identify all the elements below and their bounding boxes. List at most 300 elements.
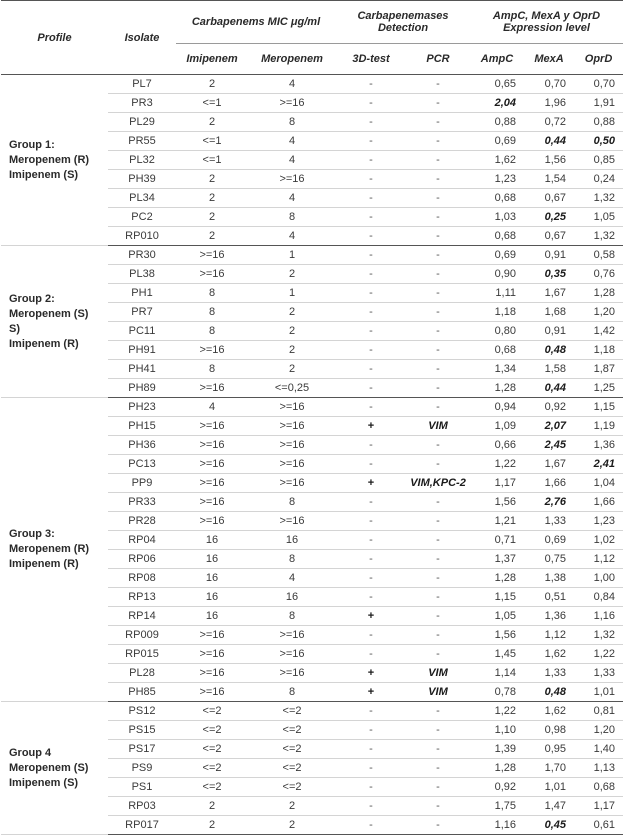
oprd-cell: 0,81: [574, 702, 623, 721]
mexa-cell: 1,33: [524, 512, 574, 531]
group-profile: [1, 75, 108, 246]
test3d-cell: -: [336, 721, 406, 740]
pcr-cell: -: [406, 607, 470, 626]
group-profile-line: Meropenem (R): [9, 153, 90, 166]
pcr-cell: -: [406, 626, 470, 645]
group-profile-line: S): [9, 322, 20, 335]
meropenem-cell: 2: [248, 265, 336, 284]
meropenem-cell: 8: [248, 550, 336, 569]
meropenem-cell: >=16: [248, 398, 336, 417]
ampc-cell: 0,92: [470, 778, 524, 797]
test3d-cell: -: [336, 398, 406, 417]
ampc-cell: 0,90: [470, 265, 524, 284]
isolate-cell: PH91: [108, 341, 176, 360]
oprd-cell: 1,20: [574, 303, 623, 322]
imipenem-cell: 16: [176, 588, 248, 607]
isolate-cell: PC11: [108, 322, 176, 341]
pcr-cell: -: [406, 151, 470, 170]
mexa-header: MexA: [524, 44, 574, 75]
ampc-cell: 1,09: [470, 417, 524, 436]
pcr-cell: -: [406, 227, 470, 246]
mexa-cell: 1,58: [524, 360, 574, 379]
test3d-cell: -: [336, 379, 406, 398]
test3d-cell: -: [336, 322, 406, 341]
imipenem-cell: 2: [176, 170, 248, 189]
table-row: [1, 702, 623, 721]
ampc-cell: 0,94: [470, 398, 524, 417]
ampc-cell: 0,71: [470, 531, 524, 550]
test3d-cell: -: [336, 284, 406, 303]
group-profile-line: Group 3:: [9, 528, 55, 540]
mexa-cell: 1,38: [524, 569, 574, 588]
table-row: [1, 246, 623, 265]
test3d-cell: -: [336, 512, 406, 531]
test3d-cell: -: [336, 303, 406, 322]
imipenem-cell: >=16: [176, 664, 248, 683]
oprd-cell: 0,70: [574, 75, 623, 94]
imipenem-cell: >=16: [176, 436, 248, 455]
test3d-cell: -: [336, 189, 406, 208]
mexa-cell: 0,91: [524, 246, 574, 265]
meropenem-cell: 2: [248, 816, 336, 835]
meropenem-header: Meropenem: [248, 44, 336, 75]
group-profile-line: Meropenem (S): [9, 761, 89, 774]
mexa-cell: 0,48: [524, 341, 574, 360]
test3d-cell: -: [336, 759, 406, 778]
test3d-cell: +: [336, 683, 406, 702]
ampc-header: AmpC: [470, 44, 524, 75]
imipenem-header: Imipenem: [176, 44, 248, 75]
ampc-cell: 1,17: [470, 474, 524, 493]
ampc-cell: 1,15: [470, 588, 524, 607]
test3d-cell: -: [336, 341, 406, 360]
mexa-cell: 0,92: [524, 398, 574, 417]
imipenem-cell: <=1: [176, 94, 248, 113]
mexa-cell: 0,67: [524, 227, 574, 246]
test3d-cell: -: [336, 151, 406, 170]
mexa-cell: 0,70: [524, 75, 574, 94]
carbapenemases-header: Carbapenemases Detection: [336, 1, 470, 44]
ampc-cell: 1,28: [470, 379, 524, 398]
pcr-cell: -: [406, 645, 470, 664]
ampc-cell: 1,28: [470, 759, 524, 778]
isolate-cell: PL7: [108, 75, 176, 94]
meropenem-cell: 16: [248, 588, 336, 607]
oprd-cell: 0,58: [574, 246, 623, 265]
mexa-cell: 1,56: [524, 151, 574, 170]
mexa-cell: 0,75: [524, 550, 574, 569]
imipenem-cell: <=2: [176, 702, 248, 721]
pcr-cell: -: [406, 797, 470, 816]
group-profile-line: Group 4: [9, 746, 52, 759]
pcr-cell: -: [406, 170, 470, 189]
isolate-cell: RP010: [108, 227, 176, 246]
ampc-cell: 0,80: [470, 322, 524, 341]
isolate-cell: RP13: [108, 588, 176, 607]
imipenem-cell: <=2: [176, 740, 248, 759]
test3d-cell: -: [336, 360, 406, 379]
oprd-cell: 1,01: [574, 683, 623, 702]
oprd-cell: 1,33: [574, 664, 623, 683]
meropenem-cell: 16: [248, 531, 336, 550]
isolate-cell: RP14: [108, 607, 176, 626]
ampc-cell: 1,16: [470, 816, 524, 835]
test3d-cell: +: [336, 417, 406, 436]
meropenem-cell: 2: [248, 360, 336, 379]
meropenem-cell: >=16: [248, 512, 336, 531]
imipenem-cell: 2: [176, 113, 248, 132]
mexa-cell: 1,36: [524, 607, 574, 626]
isolate-cell: PR33: [108, 493, 176, 512]
mexa-cell: 0,44: [524, 132, 574, 151]
oprd-cell: 1,20: [574, 721, 623, 740]
group-profile-line: Meropenem (S): [9, 307, 89, 320]
ampc-cell: 1,23: [470, 170, 524, 189]
oprd-cell: 1,36: [574, 436, 623, 455]
group-profile-line: Meropenem (R): [9, 543, 90, 555]
pcr-cell: -: [406, 759, 470, 778]
oprd-cell: 2,41: [574, 455, 623, 474]
imipenem-cell: <=2: [176, 759, 248, 778]
pcr-cell: -: [406, 189, 470, 208]
pcr-cell: -: [406, 94, 470, 113]
isolate-cell: PH36: [108, 436, 176, 455]
mexa-cell: 0,98: [524, 721, 574, 740]
isolate-header: Isolate: [108, 1, 176, 75]
pcr-cell: -: [406, 740, 470, 759]
isolate-cell: PH15: [108, 417, 176, 436]
imipenem-cell: 2: [176, 208, 248, 227]
isolate-cell: PS12: [108, 702, 176, 721]
meropenem-cell: >=16: [248, 645, 336, 664]
meropenem-cell: 8: [248, 208, 336, 227]
meropenem-cell: 4: [248, 189, 336, 208]
pcr-cell: -: [406, 455, 470, 474]
isolate-cell: RP08: [108, 569, 176, 588]
meropenem-cell: >=16: [248, 664, 336, 683]
imipenem-cell: <=2: [176, 721, 248, 740]
ampc-cell: 1,56: [470, 626, 524, 645]
isolate-cell: PC2: [108, 208, 176, 227]
group-profile: [1, 246, 108, 398]
table-body: [1, 75, 623, 835]
ampc-cell: 1,18: [470, 303, 524, 322]
pcr-cell: -: [406, 303, 470, 322]
carbapenems-header: Carbapenems MIC μg/ml: [176, 1, 336, 44]
group-profile-line: Imipenem (R): [9, 337, 79, 350]
oprd-cell: 0,84: [574, 588, 623, 607]
meropenem-cell: >=16: [248, 170, 336, 189]
isolate-cell: RP04: [108, 531, 176, 550]
isolate-cell: PR28: [108, 512, 176, 531]
test3d-cell: -: [336, 816, 406, 835]
imipenem-cell: 2: [176, 75, 248, 94]
oprd-cell: 1,13: [574, 759, 623, 778]
oprd-cell: 1,32: [574, 626, 623, 645]
ampc-cell: 0,78: [470, 683, 524, 702]
imipenem-cell: 2: [176, 816, 248, 835]
isolate-cell: PH1: [108, 284, 176, 303]
pcr-cell: -: [406, 75, 470, 94]
ampc-cell: 1,75: [470, 797, 524, 816]
ampc-cell: 0,68: [470, 227, 524, 246]
meropenem-cell: 4: [248, 569, 336, 588]
imipenem-cell: >=16: [176, 246, 248, 265]
imipenem-cell: >=16: [176, 474, 248, 493]
test3d-cell: -: [336, 227, 406, 246]
mexa-cell: 2,76: [524, 493, 574, 512]
mexa-cell: 1,96: [524, 94, 574, 113]
group-profile-line: Imipenem (S): [9, 776, 79, 789]
pcr-cell: -: [406, 132, 470, 151]
ampc-cell: 0,69: [470, 246, 524, 265]
meropenem-cell: 8: [248, 493, 336, 512]
isolate-cell: PR55: [108, 132, 176, 151]
pcr-cell: -: [406, 778, 470, 797]
pcr-cell: -: [406, 550, 470, 569]
test3d-cell: +: [336, 474, 406, 493]
imipenem-cell: 8: [176, 303, 248, 322]
test3d-cell: -: [336, 588, 406, 607]
meropenem-cell: 2: [248, 797, 336, 816]
imipenem-cell: <=1: [176, 151, 248, 170]
mexa-cell: 1,47: [524, 797, 574, 816]
results-table: [1, 0, 623, 835]
group-profile: [1, 398, 108, 702]
isolate-cell: PS17: [108, 740, 176, 759]
pcr-cell: -: [406, 816, 470, 835]
test3d-cell: -: [336, 94, 406, 113]
test3d-cell: -: [336, 208, 406, 227]
imipenem-cell: >=16: [176, 379, 248, 398]
oprd-cell: 1,16: [574, 607, 623, 626]
oprd-cell: 0,24: [574, 170, 623, 189]
meropenem-cell: 4: [248, 151, 336, 170]
ampc-cell: 1,28: [470, 569, 524, 588]
ampc-cell: 1,11: [470, 284, 524, 303]
mexa-cell: 0,91: [524, 322, 574, 341]
pcr-cell: -: [406, 436, 470, 455]
mexa-cell: 0,44: [524, 379, 574, 398]
oprd-cell: 1,17: [574, 797, 623, 816]
mexa-cell: 1,70: [524, 759, 574, 778]
imipenem-cell: 2: [176, 797, 248, 816]
isolate-cell: PC13: [108, 455, 176, 474]
test3d-cell: +: [336, 607, 406, 626]
meropenem-cell: <=2: [248, 721, 336, 740]
meropenem-cell: <=2: [248, 740, 336, 759]
pcr-cell: -: [406, 246, 470, 265]
isolate-cell: PS15: [108, 721, 176, 740]
pcr-cell: -: [406, 512, 470, 531]
test3d-cell: -: [336, 626, 406, 645]
imipenem-cell: <=1: [176, 132, 248, 151]
isolate-cell: PR7: [108, 303, 176, 322]
pcr-cell: VIM: [406, 417, 470, 436]
test3d-cell: -: [336, 569, 406, 588]
ampc-cell: 1,22: [470, 702, 524, 721]
meropenem-cell: >=16: [248, 474, 336, 493]
isolate-cell: PS1: [108, 778, 176, 797]
imipenem-cell: 8: [176, 284, 248, 303]
mexa-cell: 1,54: [524, 170, 574, 189]
imipenem-cell: >=16: [176, 493, 248, 512]
mexa-cell: 1,66: [524, 474, 574, 493]
isolate-cell: PH41: [108, 360, 176, 379]
imipenem-cell: 16: [176, 569, 248, 588]
profile-header: Profile: [1, 1, 108, 75]
meropenem-cell: >=16: [248, 417, 336, 436]
mexa-cell: 0,69: [524, 531, 574, 550]
imipenem-cell: >=16: [176, 455, 248, 474]
group-profile-line: Imipenem (S): [9, 168, 79, 181]
isolate-cell: PR30: [108, 246, 176, 265]
isolate-cell: PH85: [108, 683, 176, 702]
pcr-cell: -: [406, 493, 470, 512]
mexa-cell: 0,35: [524, 265, 574, 284]
pcr-cell: -: [406, 379, 470, 398]
ampc-cell: 1,05: [470, 607, 524, 626]
oprd-cell: 1,87: [574, 360, 623, 379]
test3d-cell: -: [336, 455, 406, 474]
imipenem-cell: 4: [176, 398, 248, 417]
oprd-cell: 1,23: [574, 512, 623, 531]
oprd-cell: 0,76: [574, 265, 623, 284]
mexa-cell: 1,68: [524, 303, 574, 322]
mexa-cell: 0,95: [524, 740, 574, 759]
mexa-cell: 0,45: [524, 816, 574, 835]
meropenem-cell: 4: [248, 75, 336, 94]
isolate-cell: RP03: [108, 797, 176, 816]
oprd-cell: 0,88: [574, 113, 623, 132]
isolate-cell: PL34: [108, 189, 176, 208]
imipenem-cell: 16: [176, 531, 248, 550]
header-row-top: [1, 1, 623, 44]
pcr-cell: -: [406, 113, 470, 132]
meropenem-cell: 2: [248, 341, 336, 360]
imipenem-cell: 8: [176, 322, 248, 341]
oprd-cell: 1,91: [574, 94, 623, 113]
imipenem-cell: >=16: [176, 512, 248, 531]
table-row: [1, 398, 623, 417]
pcr-header: PCR: [406, 44, 470, 75]
ampc-cell: 1,21: [470, 512, 524, 531]
oprd-cell: 1,25: [574, 379, 623, 398]
test3d-cell: -: [336, 265, 406, 284]
expression-header: AmpC, MexA y OprD Expression level: [470, 1, 623, 44]
meropenem-cell: <=0,25: [248, 379, 336, 398]
meropenem-cell: 1: [248, 246, 336, 265]
test3d-cell: -: [336, 531, 406, 550]
oprd-cell: 0,85: [574, 151, 623, 170]
meropenem-cell: >=16: [248, 436, 336, 455]
isolate-cell: RP06: [108, 550, 176, 569]
meropenem-cell: 4: [248, 132, 336, 151]
oprd-cell: 1,42: [574, 322, 623, 341]
isolate-cell: PL32: [108, 151, 176, 170]
ampc-cell: 1,37: [470, 550, 524, 569]
isolate-cell: PH39: [108, 170, 176, 189]
imipenem-cell: >=16: [176, 645, 248, 664]
oprd-cell: 1,02: [574, 531, 623, 550]
isolate-cell: RP017: [108, 816, 176, 835]
ampc-cell: 1,62: [470, 151, 524, 170]
meropenem-cell: <=2: [248, 702, 336, 721]
oprd-cell: 1,22: [574, 645, 623, 664]
test3d-header: 3D-test: [336, 44, 406, 75]
mexa-cell: 1,62: [524, 702, 574, 721]
oprd-cell: 1,12: [574, 550, 623, 569]
oprd-cell: 1,05: [574, 208, 623, 227]
mexa-cell: 1,12: [524, 626, 574, 645]
pcr-cell: -: [406, 284, 470, 303]
test3d-cell: -: [336, 132, 406, 151]
test3d-cell: -: [336, 550, 406, 569]
oprd-cell: 1,28: [574, 284, 623, 303]
test3d-cell: -: [336, 113, 406, 132]
pcr-cell: -: [406, 322, 470, 341]
ampc-cell: 0,66: [470, 436, 524, 455]
oprd-cell: 1,19: [574, 417, 623, 436]
ampc-cell: 0,68: [470, 341, 524, 360]
mexa-cell: 1,67: [524, 455, 574, 474]
meropenem-cell: 8: [248, 607, 336, 626]
mexa-cell: 0,51: [524, 588, 574, 607]
mexa-cell: 0,67: [524, 189, 574, 208]
test3d-cell: -: [336, 740, 406, 759]
test3d-cell: -: [336, 778, 406, 797]
test3d-cell: -: [336, 702, 406, 721]
isolate-cell: PL29: [108, 113, 176, 132]
group-profile: [1, 702, 108, 835]
ampc-cell: 1,39: [470, 740, 524, 759]
oprd-cell: 1,18: [574, 341, 623, 360]
mexa-cell: 1,62: [524, 645, 574, 664]
pcr-cell: VIM: [406, 683, 470, 702]
ampc-cell: 0,88: [470, 113, 524, 132]
meropenem-cell: 2: [248, 303, 336, 322]
pcr-cell: -: [406, 265, 470, 284]
oprd-cell: 0,61: [574, 816, 623, 835]
imipenem-cell: >=16: [176, 417, 248, 436]
pcr-cell: -: [406, 360, 470, 379]
meropenem-cell: 4: [248, 227, 336, 246]
meropenem-cell: 1: [248, 284, 336, 303]
mexa-cell: 1,33: [524, 664, 574, 683]
oprd-cell: 1,66: [574, 493, 623, 512]
isolate-cell: PH89: [108, 379, 176, 398]
ampc-cell: 1,14: [470, 664, 524, 683]
pcr-cell: -: [406, 398, 470, 417]
imipenem-cell: 16: [176, 607, 248, 626]
pcr-cell: -: [406, 721, 470, 740]
pcr-cell: VIM: [406, 664, 470, 683]
oprd-cell: 1,04: [574, 474, 623, 493]
group-profile-line: Imipenem (R): [9, 558, 79, 570]
isolate-cell: PL38: [108, 265, 176, 284]
ampc-cell: 0,65: [470, 75, 524, 94]
oprd-cell: 0,50: [574, 132, 623, 151]
pcr-cell: -: [406, 341, 470, 360]
table-row: [1, 75, 623, 94]
imipenem-cell: >=16: [176, 341, 248, 360]
test3d-cell: -: [336, 493, 406, 512]
isolate-cell: PH23: [108, 398, 176, 417]
meropenem-cell: 8: [248, 113, 336, 132]
isolate-cell: PP9: [108, 474, 176, 493]
mexa-cell: 0,72: [524, 113, 574, 132]
meropenem-cell: 8: [248, 683, 336, 702]
